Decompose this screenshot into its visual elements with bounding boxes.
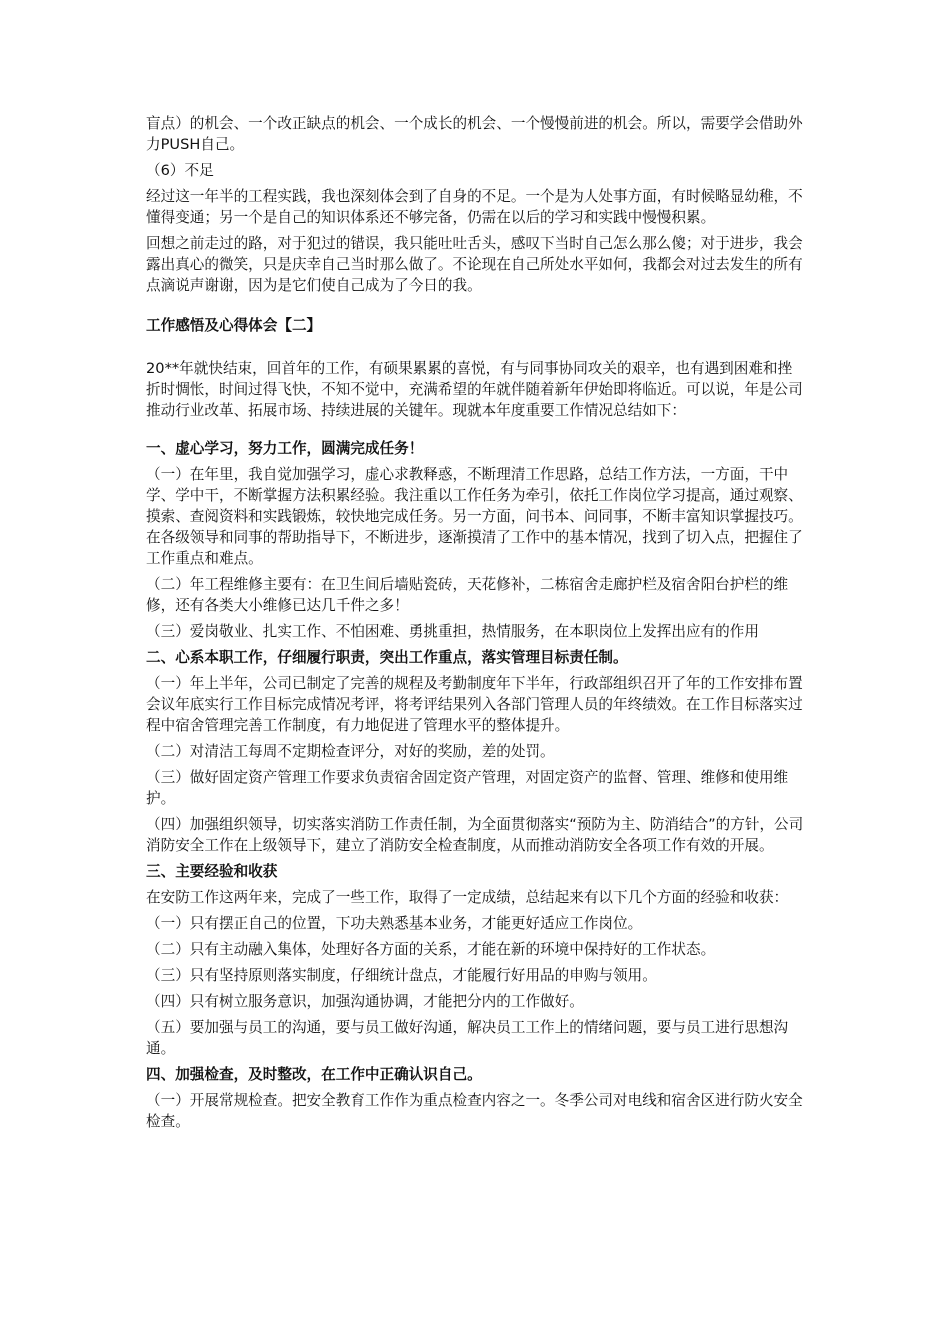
paragraph: （三）做好固定资产管理工作要求负责宿舍固定资产管理，对固定资产的监督、管理、维修和使用维护。	[146, 769, 789, 807]
paragraph: （一）开展常规检查。把安全教育工作作为重点检查内容之一。冬季公司对电线和宿舍区进行防火安全检查。	[146, 1092, 803, 1130]
paragraph: （三）爱岗敬业、扎实工作、不怕困难、勇挑重担，热情服务，在本职岗位上发挥出应有的作用	[146, 623, 759, 640]
paragraph: 回想之前走过的路，对于犯过的错误，我只能吐吐舌头，感叹下当时自己怎么那么傻；对于进步，我会露出真心的微笑，只是庆幸自己当时那么做了。不论现在自己所处水平如何，我都会对过去发生的所有点滴说声谢谢，因为是它们使自己成为了今日的我。	[146, 235, 803, 294]
paragraph: （五）要加强与员工的沟通，要与员工做好沟通，解决员工工作上的情绪问题，要与员工进行思想沟通。	[146, 1019, 789, 1057]
paragraph: （二）对清洁工每周不定期检查评分，对好的奖励，差的处罚。	[146, 743, 555, 760]
subsection-heading: （6）不足	[146, 162, 214, 179]
paragraph: （二）年工程维修主要有：在卫生间后墙贴瓷砖，天花修补，二栋宿舍走廊护栏及宿舍阳台护栏的维修，还有各类大小维修已达几千件之多！	[146, 576, 789, 614]
paragraph: 经过这一年半的工程实践，我也深刻体会到了自身的不足。一个是为人处事方面，有时候略显幼稚，不懂得变通；另一个是自己的知识体系还不够完备，仍需在以后的学习和实践中慢慢积累。	[146, 188, 803, 226]
paragraph: （四）加强组织领导，切实落实消防工作责任制，为全面贯彻落实“预防为主、防消结合”的方针，公司消防安全工作在上级领导下，建立了消防安全检查制度，从而推动消防安全各项工作有效的开展。	[146, 816, 804, 854]
section-heading: 一、虚心学习，努力工作，圆满完成任务！	[146, 440, 424, 457]
paragraph: （一）年上半年，公司已制定了完善的规程及考勤制度年下半年，行政部组织召开了年的工作安排布置会议年底实行工作目标完成情况考评，将考评结果列入各部门管理人员的年终绩效。在工作目标落实过程中宿舍管理完善工作制度，有力地促进了管理水平的整体提升。	[146, 675, 803, 734]
paragraph: （三）只有坚持原则落实制度，仔细统计盘点，才能履行好用品的申购与领用。	[146, 967, 657, 984]
paragraph: 20**年就快结束，回首年的工作，有硕果累累的喜悦，有与同事协同攻关的艰辛，也有遇到困难和挫折时惆怅，时间过得飞快，不知不觉中，充满希望的年就伴随着新年伊始即将临近。可以说，年是公司推动行业改革、拓展市场、持续进展的关键年。现就本年度重要工作情况总结如下：	[146, 360, 803, 419]
section-heading: 二、心系本职工作，仔细履行职责，突出工作重点，落实管理目标责任制。	[146, 649, 628, 666]
paragraph: 盲点）的机会、一个改正缺点的机会、一个成长的机会、一个慢慢前进的机会。所以，需要学会借助外力PUSH自己。	[146, 115, 803, 153]
document-body	[146, 113, 806, 1137]
paragraph: 在安防工作这两年来，完成了一些工作，取得了一定成绩，总结起来有以下几个方面的经验和收获：	[146, 889, 789, 906]
section-heading: 四、加强检查，及时整改，在工作中正确认识自己。	[146, 1066, 482, 1083]
paragraph: （一）在年里，我自觉加强学习，虚心求教释惑，不断理清工作思路，总结工作方法，一方面，干中学、学中干，不断掌握方法积累经验。我注重以工作任务为牵引，依托工作岗位学习提高，通过观察、摸索、查阅资料和实践锻炼，较快地完成任务。另一方面，问书本、问同事，不断丰富知识掌握技巧。在各级领导和同事的帮助指导下，不断进步，逐渐摸清了工作中的基本情况，找到了切入点，把握住了工作重点和难点。	[146, 466, 803, 567]
paragraph: （二）只有主动融入集体，处理好各方面的关系，才能在新的环境中保持好的工作状态。	[146, 941, 716, 958]
paragraph: （一）只有摆正自己的位置，下功夫熟悉基本业务，才能更好适应工作岗位。	[146, 915, 643, 932]
section-heading: 三、主要经验和收获	[146, 863, 278, 880]
section-title: 工作感悟及心得体会【二】	[146, 317, 322, 334]
paragraph: （四）只有树立服务意识，加强沟通协调，才能把分内的工作做好。	[146, 993, 584, 1010]
